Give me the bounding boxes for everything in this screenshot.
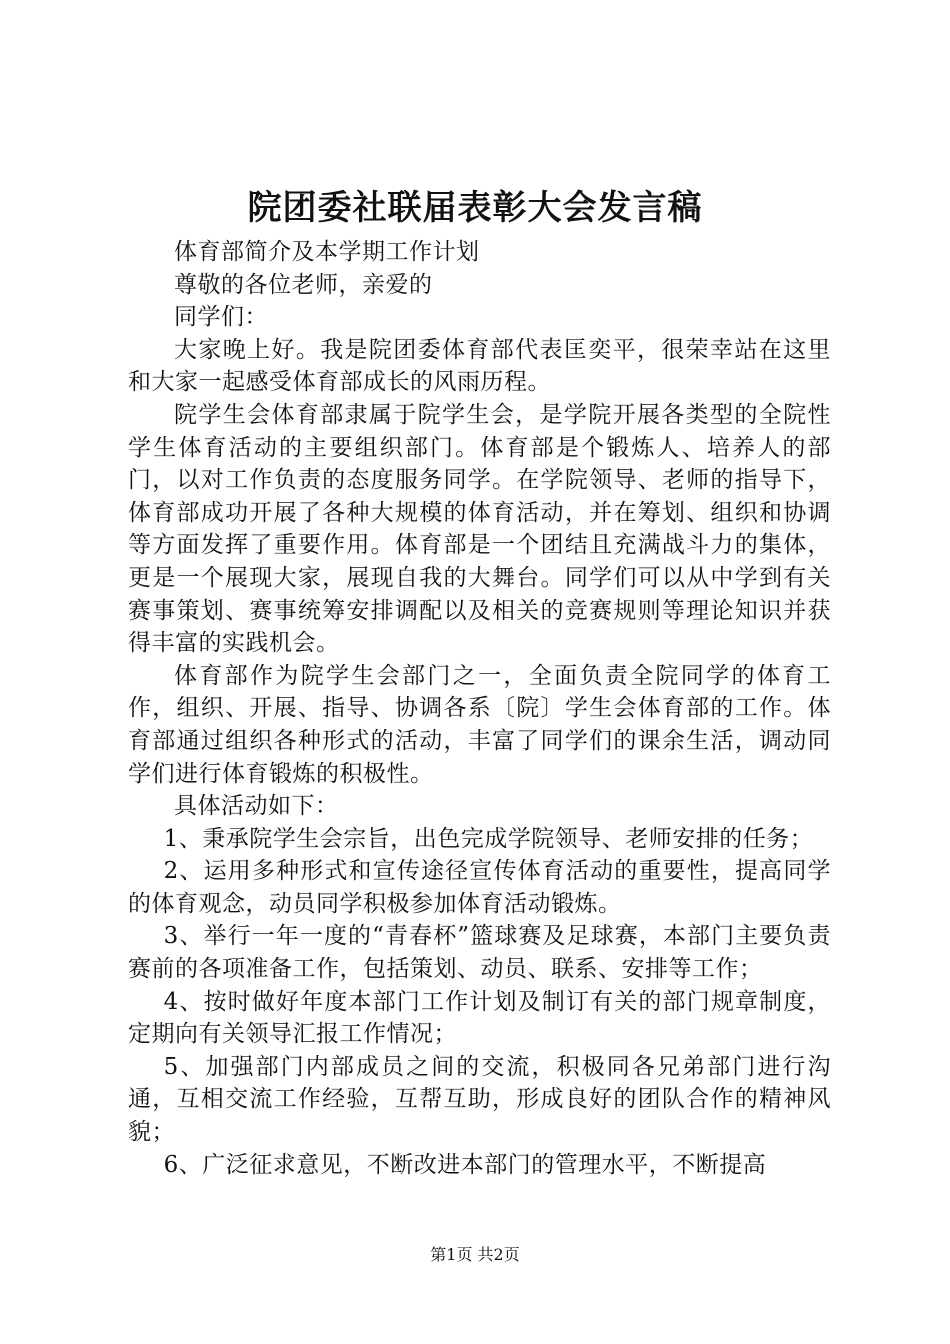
list-item-3: 3、举行一年一度的“青春杯”篮球赛及足球赛，本部门主要负责赛前的各项准备工作，包括策划、动员、联系、安排等工作； (128, 923, 831, 983)
paragraph-department-role: 体育部作为院学生会部门之一，全面负责全院同学的体育工作，组织、开展、指导、协调各系〔院〕学生会体育部的工作。体育部通过组织各种形式的活动，丰富了同学们的课余生活，调动同学们进行体育锻炼的积极性。 (128, 662, 831, 787)
document-title: 院团委社联届表彰大会发言稿 (247, 188, 703, 228)
document-body (128, 236, 831, 1181)
list-item-1: 1、秉承院学生会宗旨，出色完成学院领导、老师安排的任务； (163, 825, 814, 852)
paragraph-department-intro: 院学生会体育部隶属于院学生会，是学院开展各类型的全院性学生体育活动的主要组织部门。体育部是个锻炼人、培养人的部门，以对工作负责的态度服务同学。在学院领导、老师的指导下，体育部成功开展了各种大规模的体育活动，并在筹划、组织和协调等方面发挥了重要作用。体育部是一个团结且充满战斗力的集体，更是一个展现大家，展现自我的大舞台。同学们可以从中学到有关赛事策划、赛事统筹安排调配以及相关的竞赛规则等理论知识并获得丰富的实践机会。 (128, 401, 831, 657)
list-item-4: 4、按时做好年度本部门工作计划及制订有关的部门规章制度，定期向有关领导汇报工作情况； (128, 988, 831, 1048)
paragraph-intro-heading: 体育部简介及本学期工作计划 (174, 239, 480, 265)
paragraph-salutation: 尊敬的各位老师，亲爱的 (174, 271, 433, 298)
paragraph-salutation-cont: 同学们： (174, 304, 268, 331)
paragraph-greeting: 大家晚上好。我是院团委体育部代表匡奕平，很荣幸站在这里和大家一起感受体育部成长的风雨历程。 (128, 336, 831, 396)
list-item-2: 2、运用多种形式和宣传途径宣传体育活动的重要性，提高同学的体育观念，动员同学积极参加体育活动锻炼。 (128, 858, 831, 917)
list-item-6: 6、广泛征求意见，不断改进本部门的管理水平，不断提高 (163, 1151, 767, 1178)
page-number-footer: 第1页 共2页 (430, 1245, 520, 1264)
paragraph-activities-heading: 具体活动如下： (174, 793, 339, 820)
list-item-5: 5、加强部门内部成员之间的交流，积极同各兄弟部门进行沟通，互相交流工作经验，互帮互助，形成良好的团队合作的精神风貌； (128, 1053, 831, 1146)
